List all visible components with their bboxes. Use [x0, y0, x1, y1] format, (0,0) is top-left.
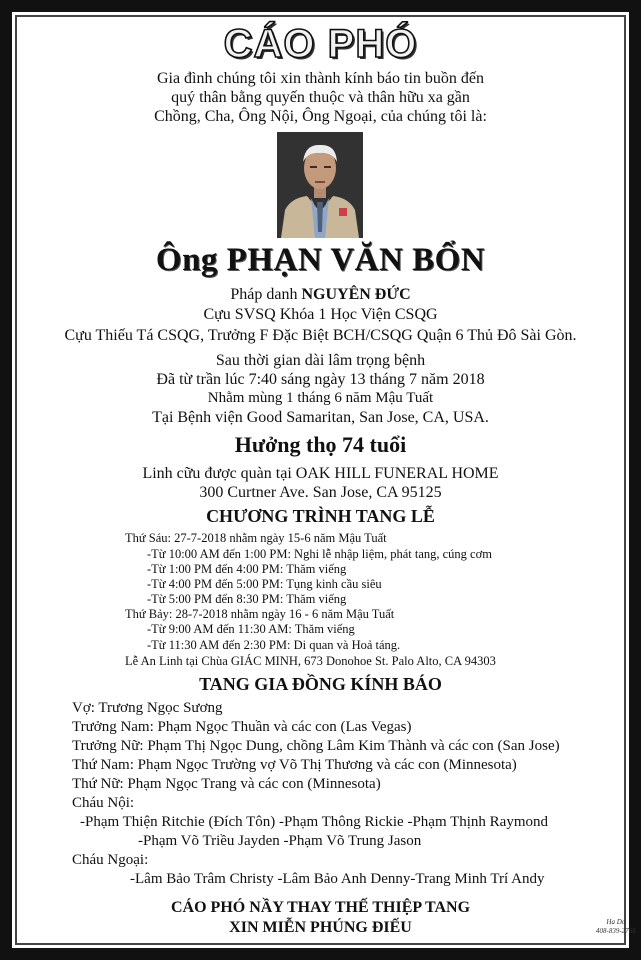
grandchildren-maternal: -Lâm Bảo Trâm Christy -Lâm Bảo Anh Denny-Trang Minh Trí Andy: [130, 871, 545, 887]
grandchildren-maternal-label: Cháu Ngoại:: [72, 852, 149, 868]
schedule-day-2: Thứ Bảy: 28-7-2018 nhằm ngày 16 - 6 năm Mậu Tuất: [125, 607, 395, 621]
signature: [596, 918, 636, 936]
schedule-item: -Từ 5:00 PM đến 8:30 PM: Thăm viếng: [147, 592, 347, 606]
family-title: TANG GIA ĐỒNG KÍNH BÁO: [199, 674, 442, 694]
footer-line-1: CÁO PHÓ NẦY THAY THẾ THIỆP TANG: [170, 899, 471, 916]
deceased-line-1: Cựu SVSQ Khóa 1 Học Viện CSQG: [203, 306, 438, 323]
deceased-line-2: Cựu Thiếu Tá CSQG, Trưởng F Đặc Biệt BCH/CSQG Quận 6 Thủ Đô Sài Gòn.: [64, 327, 577, 344]
signature-phone: 408-839-2765: [596, 927, 636, 935]
footer-line-2: XIN MIỄN PHÚNG ĐIẾU: [229, 919, 412, 936]
schedule-item: -Từ 10:00 AM đến 1:00 PM: Nghi lễ nhập liệm, phát tang, cúng cơm: [147, 547, 492, 561]
funeral-home-line-2: 300 Curtner Ave. San Jose, CA 95125: [199, 484, 442, 501]
program-title: CHƯƠNG TRÌNH TANG LỄ: [206, 506, 435, 526]
age-heading: Hưởng thọ 74 tuổi: [234, 432, 407, 457]
grandchildren-paternal: -Phạm Thiện Ritchie (Đích Tôn) -Phạm Thông Rickie -Phạm Thịnh Raymond: [80, 814, 549, 830]
deceased-name: Ông PHẠN VĂN BỔN: [155, 242, 486, 278]
dharma-name-line: [0, 286, 641, 304]
schedule-item: -Từ 1:00 PM đến 4:00 PM: Thăm viếng: [147, 562, 347, 576]
schedule-day-1: Thứ Sáu: 27-7-2018 nhằm ngày 15-6 năm Mậu Tuất: [125, 531, 387, 545]
dharma-prefix: Pháp danh: [230, 286, 298, 303]
grandchildren-paternal-label: Cháu Nội:: [72, 795, 135, 811]
intro-line-2: quý thân bằng quyến thuộc và thân hữu xa gần: [171, 89, 470, 106]
passing-line-3: Nhằm mùng 1 tháng 6 năm Mậu Tuất: [207, 390, 434, 406]
family-member: Thứ Nữ: Phạm Ngọc Trang và các con (Minnesota): [72, 776, 381, 792]
family-member: Trưởng Nữ: Phạm Thị Ngọc Dung, chồng Lâm Kim Thành và các con (San Jose): [72, 738, 560, 754]
signature-name: Ha Do: [606, 918, 626, 926]
family-member: Trưởng Nam: Phạm Ngọc Thuần và các con (Las Vegas): [72, 719, 412, 735]
grandchildren-paternal: -Phạm Võ Triều Jayden -Phạm Võ Trung Jason: [138, 833, 422, 849]
page-title: CÁO PHÓ: [223, 22, 418, 66]
passing-line-1: Sau thời gian dài lâm trọng bệnh: [215, 352, 426, 369]
family-member: Vợ: Trương Ngọc Sương: [72, 700, 223, 716]
funeral-home-line-1: Linh cữu được quàn tại OAK HILL FUNERAL HOME: [142, 465, 499, 482]
passing-line-2: Đã từ trần lúc 7:40 sáng ngày 13 tháng 7 năm 2018: [156, 371, 485, 388]
family-member: Thứ Nam: Phạm Ngọc Trường vợ Võ Thị Thương và các con (Minnesota): [72, 757, 517, 773]
schedule-item: -Từ 4:00 PM đến 5:00 PM: Tụng kinh cầu siêu: [147, 577, 382, 591]
intro-line-3: Chồng, Cha, Ông Nội, Ông Ngoại, của chúng tôi là:: [154, 108, 487, 125]
memorial-service: Lễ An Linh tại Chùa GIÁC MINH, 673 Donohoe St. Palo Alto, CA 94303: [125, 654, 496, 668]
portrait-photo: [277, 132, 363, 238]
passing-line-4: Tại Bệnh viện Good Samaritan, San Jose, CA, USA.: [152, 409, 489, 426]
schedule-item: -Từ 11:30 AM đến 2:30 PM: Di quan và Hoả táng.: [147, 638, 401, 652]
dharma-name: NGUYÊN ĐỨC: [301, 286, 411, 303]
schedule-item: -Từ 9:00 AM đến 11:30 AM: Thăm viếng: [147, 622, 355, 636]
intro-line-1: Gia đình chúng tôi xin thành kính báo tin buồn đến: [156, 70, 485, 87]
